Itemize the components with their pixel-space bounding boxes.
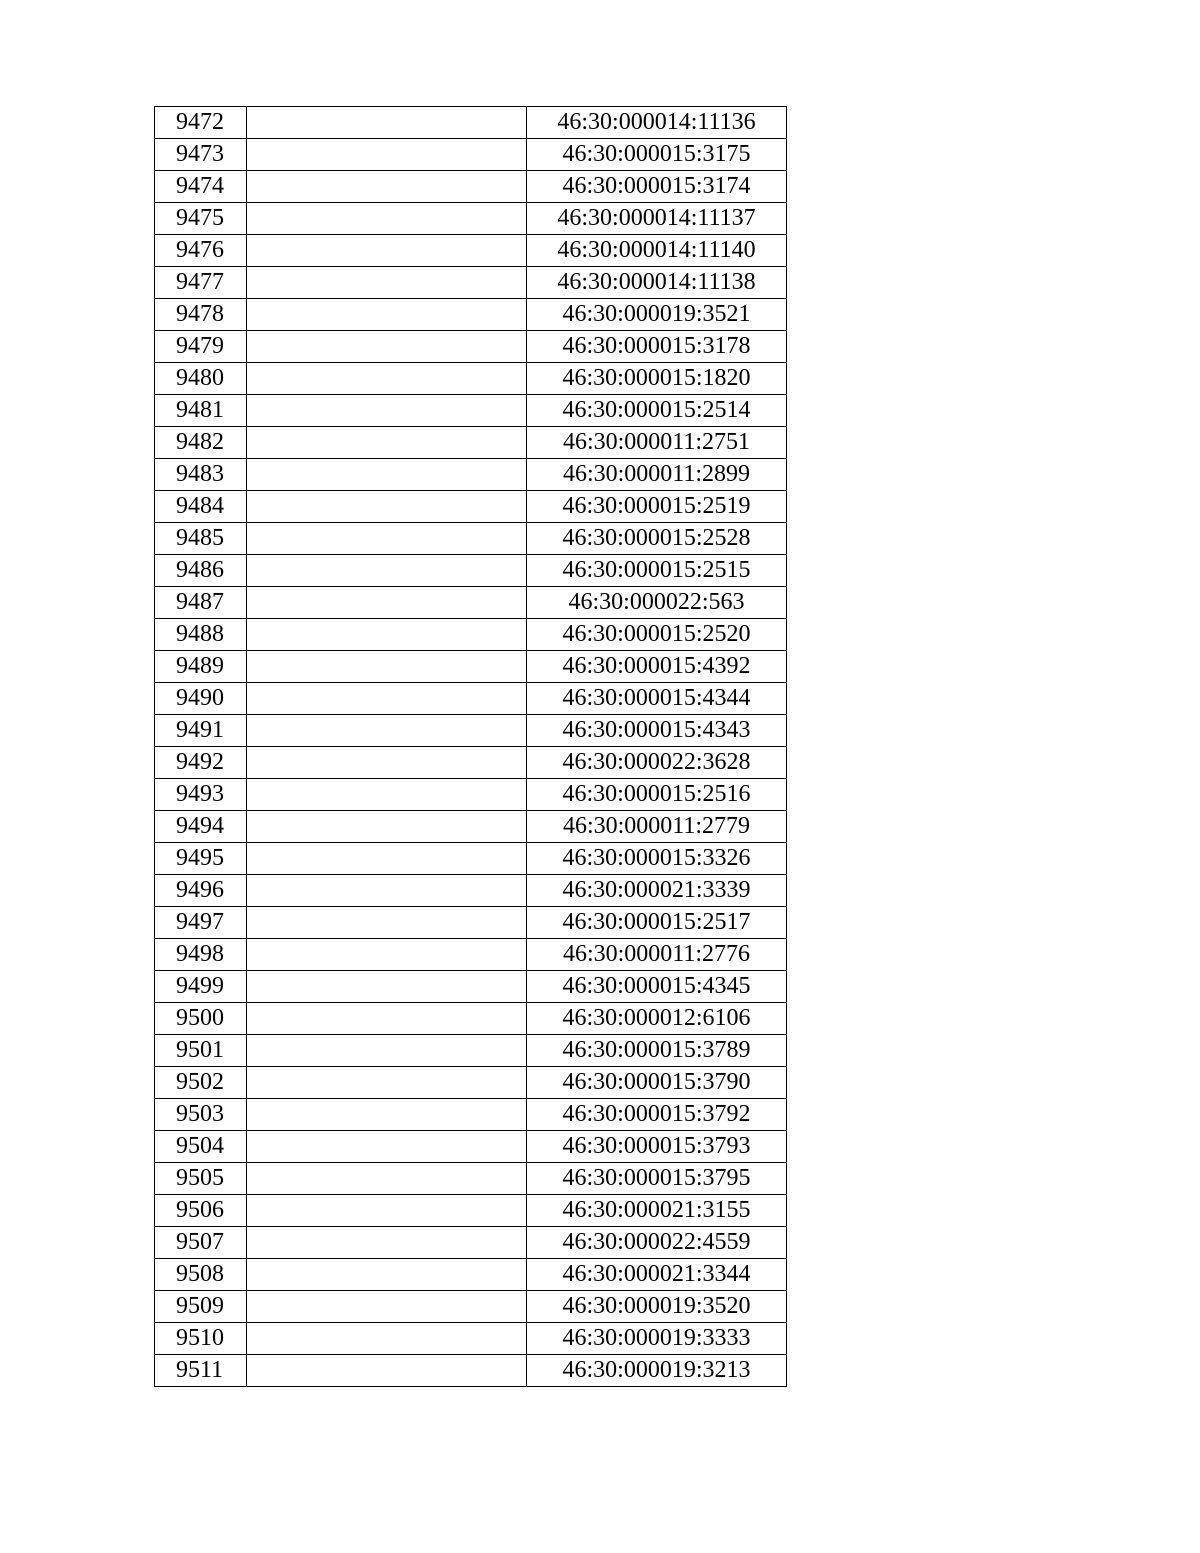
row-number-cell: 9496	[155, 875, 247, 907]
empty-cell	[247, 651, 527, 683]
row-number-cell: 9488	[155, 619, 247, 651]
table-row	[155, 1131, 787, 1163]
empty-cell	[247, 1355, 527, 1387]
table-row	[155, 715, 787, 747]
cadastral-number-cell: 46:30:000015:3795	[527, 1163, 787, 1195]
cadastral-number-cell: 46:30:000015:1820	[527, 363, 787, 395]
row-number-cell: 9511	[155, 1355, 247, 1387]
empty-cell	[247, 555, 527, 587]
empty-cell	[247, 1323, 527, 1355]
cadastral-number-cell: 46:30:000015:2520	[527, 619, 787, 651]
cadastral-number-cell: 46:30:000022:4559	[527, 1227, 787, 1259]
cadastral-number-cell: 46:30:000019:3520	[527, 1291, 787, 1323]
empty-cell	[247, 747, 527, 779]
row-number-cell: 9482	[155, 427, 247, 459]
empty-cell	[247, 1195, 527, 1227]
row-number-cell: 9502	[155, 1067, 247, 1099]
table-row	[155, 1003, 787, 1035]
table-row	[155, 1227, 787, 1259]
row-number-cell: 9485	[155, 523, 247, 555]
empty-cell	[247, 843, 527, 875]
table-row	[155, 555, 787, 587]
empty-cell	[247, 523, 527, 555]
empty-cell	[247, 587, 527, 619]
table-row	[155, 747, 787, 779]
empty-cell	[247, 779, 527, 811]
row-number-cell: 9478	[155, 299, 247, 331]
cadastral-number-cell: 46:30:000019:3521	[527, 299, 787, 331]
empty-cell	[247, 875, 527, 907]
empty-cell	[247, 107, 527, 139]
row-number-cell: 9510	[155, 1323, 247, 1355]
empty-cell	[247, 363, 527, 395]
table-row	[155, 331, 787, 363]
table-row	[155, 203, 787, 235]
cadastral-number-cell: 46:30:000014:11137	[527, 203, 787, 235]
empty-cell	[247, 715, 527, 747]
cadastral-number-cell: 46:30:000015:2517	[527, 907, 787, 939]
cadastral-number-cell: 46:30:000011:2751	[527, 427, 787, 459]
empty-cell	[247, 203, 527, 235]
cadastral-number-cell: 46:30:000022:563	[527, 587, 787, 619]
cadastral-number-cell: 46:30:000022:3628	[527, 747, 787, 779]
cadastral-number-cell: 46:30:000015:2528	[527, 523, 787, 555]
empty-cell	[247, 907, 527, 939]
row-number-cell: 9475	[155, 203, 247, 235]
cadastral-number-cell: 46:30:000011:2776	[527, 939, 787, 971]
row-number-cell: 9476	[155, 235, 247, 267]
cadastral-number-cell: 46:30:000015:3793	[527, 1131, 787, 1163]
cadastral-number-cell: 46:30:000015:3326	[527, 843, 787, 875]
cadastral-number-cell: 46:30:000019:3333	[527, 1323, 787, 1355]
cadastral-number-cell: 46:30:000011:2899	[527, 459, 787, 491]
row-number-cell: 9491	[155, 715, 247, 747]
table-row	[155, 1291, 787, 1323]
cadastral-number-cell: 46:30:000021:3339	[527, 875, 787, 907]
row-number-cell: 9508	[155, 1259, 247, 1291]
cadastral-number-cell: 46:30:000019:3213	[527, 1355, 787, 1387]
empty-cell	[247, 1099, 527, 1131]
row-number-cell: 9481	[155, 395, 247, 427]
table-row	[155, 139, 787, 171]
table-row	[155, 1099, 787, 1131]
row-number-cell: 9493	[155, 779, 247, 811]
table-row	[155, 843, 787, 875]
table-row	[155, 1195, 787, 1227]
row-number-cell: 9490	[155, 683, 247, 715]
empty-cell	[247, 1003, 527, 1035]
empty-cell	[247, 139, 527, 171]
empty-cell	[247, 1291, 527, 1323]
row-number-cell: 9483	[155, 459, 247, 491]
row-number-cell: 9486	[155, 555, 247, 587]
row-number-cell: 9499	[155, 971, 247, 1003]
row-number-cell: 9494	[155, 811, 247, 843]
table-row	[155, 523, 787, 555]
row-number-cell: 9472	[155, 107, 247, 139]
table-row	[155, 1259, 787, 1291]
cadastral-number-cell: 46:30:000021:3344	[527, 1259, 787, 1291]
cadastral-number-cell: 46:30:000011:2779	[527, 811, 787, 843]
cadastral-number-cell: 46:30:000015:2516	[527, 779, 787, 811]
empty-cell	[247, 267, 527, 299]
empty-cell	[247, 971, 527, 1003]
table-row	[155, 587, 787, 619]
table-row	[155, 779, 787, 811]
row-number-cell: 9495	[155, 843, 247, 875]
row-number-cell: 9489	[155, 651, 247, 683]
row-number-cell: 9498	[155, 939, 247, 971]
empty-cell	[247, 1227, 527, 1259]
table-row	[155, 811, 787, 843]
cadastral-number-cell: 46:30:000015:3175	[527, 139, 787, 171]
empty-cell	[247, 395, 527, 427]
table-row	[155, 1163, 787, 1195]
cadastral-number-cell: 46:30:000015:2519	[527, 491, 787, 523]
table-row	[155, 683, 787, 715]
cadastral-number-cell: 46:30:000015:3174	[527, 171, 787, 203]
empty-cell	[247, 683, 527, 715]
table-row	[155, 427, 787, 459]
empty-cell	[247, 299, 527, 331]
empty-cell	[247, 427, 527, 459]
cadastral-number-cell: 46:30:000014:11140	[527, 235, 787, 267]
cadastral-number-cell: 46:30:000015:4344	[527, 683, 787, 715]
row-number-cell: 9501	[155, 1035, 247, 1067]
table-row	[155, 491, 787, 523]
table-row	[155, 395, 787, 427]
row-number-cell: 9509	[155, 1291, 247, 1323]
cadastral-number-cell: 46:30:000015:3790	[527, 1067, 787, 1099]
cadastral-number-cell: 46:30:000015:4343	[527, 715, 787, 747]
table-row	[155, 875, 787, 907]
row-number-cell: 9484	[155, 491, 247, 523]
table-row	[155, 1323, 787, 1355]
cadastral-number-cell: 46:30:000014:11138	[527, 267, 787, 299]
row-number-cell: 9500	[155, 1003, 247, 1035]
empty-cell	[247, 491, 527, 523]
row-number-cell: 9479	[155, 331, 247, 363]
row-number-cell: 9503	[155, 1099, 247, 1131]
cadastral-number-cell: 46:30:000015:3792	[527, 1099, 787, 1131]
table-row	[155, 235, 787, 267]
row-number-cell: 9497	[155, 907, 247, 939]
cadastral-number-table	[154, 106, 787, 1387]
empty-cell	[247, 235, 527, 267]
row-number-cell: 9477	[155, 267, 247, 299]
empty-cell	[247, 939, 527, 971]
empty-cell	[247, 171, 527, 203]
table-row	[155, 907, 787, 939]
empty-cell	[247, 1131, 527, 1163]
table-row	[155, 1067, 787, 1099]
table-body	[155, 107, 787, 1387]
table-row	[155, 971, 787, 1003]
cadastral-number-cell: 46:30:000015:3178	[527, 331, 787, 363]
row-number-cell: 9474	[155, 171, 247, 203]
table-row	[155, 363, 787, 395]
empty-cell	[247, 1067, 527, 1099]
table-row	[155, 1355, 787, 1387]
table-row	[155, 107, 787, 139]
empty-cell	[247, 459, 527, 491]
cadastral-number-cell: 46:30:000015:2514	[527, 395, 787, 427]
empty-cell	[247, 1163, 527, 1195]
empty-cell	[247, 1259, 527, 1291]
empty-cell	[247, 331, 527, 363]
table-row	[155, 171, 787, 203]
row-number-cell: 9473	[155, 139, 247, 171]
cadastral-number-cell: 46:30:000014:11136	[527, 107, 787, 139]
cadastral-number-cell: 46:30:000012:6106	[527, 1003, 787, 1035]
table-row	[155, 299, 787, 331]
cadastral-number-cell: 46:30:000015:3789	[527, 1035, 787, 1067]
table-row	[155, 939, 787, 971]
cadastral-number-cell: 46:30:000015:4345	[527, 971, 787, 1003]
row-number-cell: 9507	[155, 1227, 247, 1259]
row-number-cell: 9505	[155, 1163, 247, 1195]
row-number-cell: 9487	[155, 587, 247, 619]
row-number-cell: 9504	[155, 1131, 247, 1163]
table-row	[155, 459, 787, 491]
cadastral-number-cell: 46:30:000021:3155	[527, 1195, 787, 1227]
row-number-cell: 9506	[155, 1195, 247, 1227]
empty-cell	[247, 1035, 527, 1067]
table-row	[155, 619, 787, 651]
empty-cell	[247, 811, 527, 843]
table-row	[155, 651, 787, 683]
row-number-cell: 9480	[155, 363, 247, 395]
row-number-cell: 9492	[155, 747, 247, 779]
cadastral-number-cell: 46:30:000015:4392	[527, 651, 787, 683]
empty-cell	[247, 619, 527, 651]
table-row	[155, 267, 787, 299]
cadastral-number-cell: 46:30:000015:2515	[527, 555, 787, 587]
table-row	[155, 1035, 787, 1067]
